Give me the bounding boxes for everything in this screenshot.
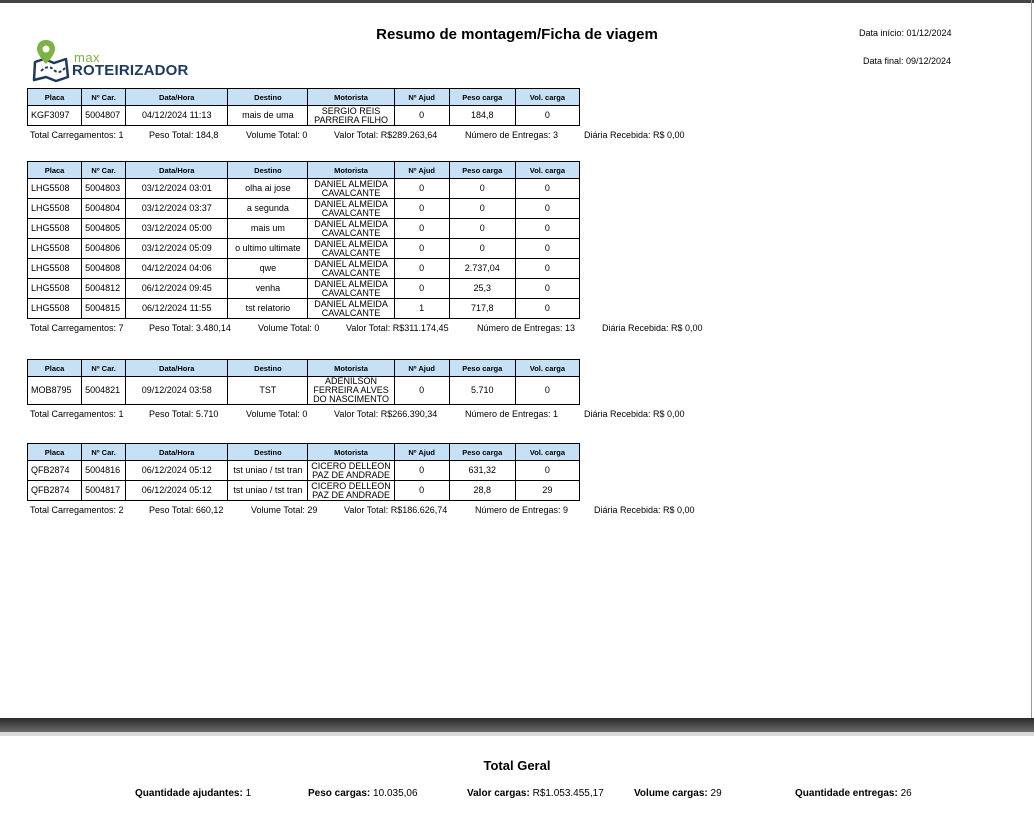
table-cell: mais um: [228, 219, 308, 239]
summary-entregas: Número de Entregas: 3: [465, 130, 559, 140]
table-header-row: [28, 89, 580, 106]
table-cell: LHG5508: [28, 259, 82, 279]
table-cell: olha ai jose: [228, 179, 308, 199]
table-cell: 0: [515, 279, 579, 299]
table-cell: qwe: [228, 259, 308, 279]
column-header: Peso carga: [449, 89, 515, 106]
summary-carregamentos: Total Carregamentos: 1: [30, 409, 124, 419]
table-cell: 2.737,04: [449, 259, 515, 279]
table-cell: LHG5508: [28, 279, 82, 299]
table-cell: LHG5508: [28, 239, 82, 259]
column-header: Placa: [28, 162, 82, 179]
column-header: Motorista: [308, 360, 394, 377]
column-header: Nº Ajud: [394, 360, 449, 377]
summary-carregamentos: Total Carregamentos: 7: [30, 323, 124, 333]
table-row: [28, 259, 580, 279]
table-cell: 0: [394, 377, 449, 405]
column-header: Vol. carga: [515, 89, 579, 106]
column-header: Data/Hora: [126, 360, 228, 377]
group-summary: [27, 505, 695, 519]
table-cell: 0: [394, 179, 449, 199]
total-ajudantes: Quantidade ajudantes: 1: [135, 788, 252, 799]
trip-table: [27, 88, 580, 126]
table-cell: KGF3097: [28, 106, 82, 126]
table-cell: 06/12/2024 11:55: [126, 299, 228, 319]
table-cell: DANIEL ALMEIDA CAVALCANTE: [308, 179, 394, 199]
table-cell: 5004815: [82, 299, 126, 319]
table-header-row: [28, 360, 580, 377]
total-valor: Valor cargas: R$1.053.455,17: [467, 788, 604, 799]
table-cell: CICERO DELLEON PAZ DE ANDRADE: [308, 481, 394, 501]
table-row: [28, 239, 580, 259]
table-header-row: [28, 444, 580, 461]
table-cell: 5004821: [82, 377, 126, 405]
table-cell: 25,3: [449, 279, 515, 299]
table-cell: CICERO DELLEON PAZ DE ANDRADE: [308, 461, 394, 481]
group-block-3: [27, 359, 685, 423]
trip-table: [27, 359, 580, 405]
map-pin-icon: [32, 38, 72, 82]
column-header: Nº Ajud: [394, 89, 449, 106]
logo-max-text: max: [74, 50, 101, 65]
table-cell: LHG5508: [28, 199, 82, 219]
table-cell: DANIEL ALMEIDA CAVALCANTE: [308, 219, 394, 239]
column-header: Data/Hora: [126, 162, 228, 179]
table-cell: DANIEL ALMEIDA CAVALCANTE: [308, 279, 394, 299]
table-row: [28, 179, 580, 199]
table-cell: 5004804: [82, 199, 126, 219]
column-header: Nº Car.: [82, 162, 126, 179]
column-header: Nº Ajud: [394, 162, 449, 179]
table-cell: 5004808: [82, 259, 126, 279]
table-cell: 0: [449, 219, 515, 239]
table-cell: SERGIO REIS PARREIRA FILHO: [308, 106, 394, 126]
column-header: Nº Car.: [82, 89, 126, 106]
trip-table: [27, 161, 580, 319]
table-header-row: [28, 162, 580, 179]
column-header: Destino: [228, 162, 308, 179]
table-cell: o ultimo ultimate: [228, 239, 308, 259]
table-row: [28, 106, 580, 126]
summary-peso: Peso Total: 184,8: [149, 130, 219, 140]
table-cell: 03/12/2024 03:01: [126, 179, 228, 199]
summary-carregamentos: Total Carregamentos: 2: [30, 505, 124, 515]
column-header: Motorista: [308, 89, 394, 106]
summary-valor: Valor Total: R$311.174,45: [346, 323, 449, 333]
summary-volume: Volume Total: 0: [258, 323, 320, 333]
total-volume: Volume cargas: 29: [634, 788, 722, 799]
summary-peso: Peso Total: 5.710: [149, 409, 219, 419]
table-cell: DANIEL ALMEIDA CAVALCANTE: [308, 199, 394, 219]
table-cell: 06/12/2024 09:45: [126, 279, 228, 299]
column-header: Motorista: [308, 444, 394, 461]
column-header: Destino: [228, 89, 308, 106]
table-cell: QFB2874: [28, 481, 82, 501]
summary-diaria: Diária Recebida: R$ 0,00: [594, 505, 695, 515]
table-cell: 0: [394, 106, 449, 126]
column-header: Peso carga: [449, 162, 515, 179]
table-cell: 0: [394, 219, 449, 239]
column-header: Data/Hora: [126, 89, 228, 106]
table-cell: 717,8: [449, 299, 515, 319]
group-block-1: [27, 88, 685, 144]
column-header: Nº Ajud: [394, 444, 449, 461]
table-cell: 5004816: [82, 461, 126, 481]
summary-entregas: Número de Entregas: 9: [475, 505, 569, 515]
summary-peso: Peso Total: 3.480,14: [149, 323, 231, 333]
table-cell: 0: [394, 481, 449, 501]
summary-diaria: Diária Recebida: R$ 0,00: [584, 409, 685, 419]
summary-entregas: Número de Entregas: 13: [477, 323, 576, 333]
table-cell: venha: [228, 279, 308, 299]
table-cell: LHG5508: [28, 219, 82, 239]
table-cell: tst uniao / tst tran: [228, 461, 308, 481]
group-summary: [27, 130, 685, 144]
end-date: Data final: 09/12/2024: [863, 56, 952, 66]
table-cell: MOB8795: [28, 377, 82, 405]
column-header: Nº Car.: [82, 360, 126, 377]
table-cell: 06/12/2024 05:12: [126, 461, 228, 481]
table-cell: 04/12/2024 04:06: [126, 259, 228, 279]
total-geral-title: Total Geral: [483, 758, 551, 773]
table-cell: DANIEL ALMEIDA CAVALCANTE: [308, 299, 394, 319]
summary-valor: Valor Total: R$266.390,34: [334, 409, 438, 419]
column-header: Vol. carga: [515, 360, 579, 377]
table-cell: 0: [515, 377, 579, 405]
logo: [32, 38, 192, 82]
table-cell: 09/12/2024 03:58: [126, 377, 228, 405]
column-header: Destino: [228, 360, 308, 377]
summary-peso: Peso Total: 660,12: [149, 505, 224, 515]
table-cell: 0: [515, 179, 579, 199]
summary-diaria: Diária Recebida: R$ 0,00: [584, 130, 685, 140]
table-row: [28, 299, 580, 319]
column-header: Peso carga: [449, 360, 515, 377]
table-cell: QFB2874: [28, 461, 82, 481]
total-peso: Peso cargas: 10.035,06: [308, 788, 418, 799]
summary-volume: Volume Total: 0: [246, 130, 308, 140]
table-cell: 29: [515, 481, 579, 501]
footer-divider: [0, 732, 1034, 736]
table-cell: 0: [394, 199, 449, 219]
table-cell: 0: [515, 106, 579, 126]
column-header: Placa: [28, 89, 82, 106]
table-cell: TST: [228, 377, 308, 405]
right-border: [1031, 0, 1032, 720]
table-cell: 06/12/2024 05:12: [126, 481, 228, 501]
table-cell: 0: [515, 199, 579, 219]
page-title: Resumo de montagem/Ficha de viagem: [376, 26, 658, 43]
top-border: [0, 0, 1034, 3]
table-cell: 0: [394, 239, 449, 259]
table-cell: 03/12/2024 05:00: [126, 219, 228, 239]
table-cell: 28,8: [449, 481, 515, 501]
column-header: Vol. carga: [515, 444, 579, 461]
table-cell: 184,8: [449, 106, 515, 126]
summary-carregamentos: Total Carregamentos: 1: [30, 130, 124, 140]
column-header: Vol. carga: [515, 162, 579, 179]
table-cell: LHG5508: [28, 299, 82, 319]
table-cell: 0: [449, 199, 515, 219]
trip-table: [27, 443, 580, 501]
table-cell: ADENILSON FERREIRA ALVES DO NASCIMENTO: [308, 377, 394, 405]
table-cell: 0: [515, 219, 579, 239]
table-cell: 0: [515, 239, 579, 259]
footer-band: [0, 718, 1034, 732]
table-cell: 5004806: [82, 239, 126, 259]
table-cell: 5004807: [82, 106, 126, 126]
table-cell: tst relatorio: [228, 299, 308, 319]
table-cell: 1: [394, 299, 449, 319]
table-row: [28, 377, 580, 405]
column-header: Placa: [28, 444, 82, 461]
summary-valor: Valor Total: R$289.263,64: [334, 130, 438, 140]
table-cell: 0: [394, 461, 449, 481]
column-header: Motorista: [308, 162, 394, 179]
summary-diaria: Diária Recebida: R$ 0,00: [602, 323, 703, 333]
table-cell: DANIEL ALMEIDA CAVALCANTE: [308, 239, 394, 259]
table-row: [28, 481, 580, 501]
table-cell: 03/12/2024 03:37: [126, 199, 228, 219]
table-row: [28, 199, 580, 219]
table-cell: 04/12/2024 11:13: [126, 106, 228, 126]
summary-entregas: Número de Entregas: 1: [465, 409, 559, 419]
table-cell: 5004817: [82, 481, 126, 501]
table-cell: tst uniao / tst tran: [228, 481, 308, 501]
column-header: Placa: [28, 360, 82, 377]
start-date: Data início: 01/12/2024: [859, 28, 952, 38]
table-cell: 0: [515, 259, 579, 279]
summary-valor: Valor Total: R$186.626,74: [344, 505, 448, 515]
group-block-4: [27, 443, 695, 519]
table-cell: 0: [394, 259, 449, 279]
table-cell: 5004803: [82, 179, 126, 199]
table-cell: LHG5508: [28, 179, 82, 199]
total-entregas: Quantidade entregas: 26: [795, 788, 912, 799]
table-cell: 03/12/2024 05:09: [126, 239, 228, 259]
table-cell: 0: [515, 461, 579, 481]
summary-volume: Volume Total: 29: [251, 505, 318, 515]
group-block-2: [27, 161, 703, 337]
table-row: [28, 461, 580, 481]
column-header: Peso carga: [449, 444, 515, 461]
column-header: Data/Hora: [126, 444, 228, 461]
table-cell: 5.710: [449, 377, 515, 405]
table-row: [28, 219, 580, 239]
column-header: Nº Car.: [82, 444, 126, 461]
table-cell: a segunda: [228, 199, 308, 219]
column-header: Destino: [228, 444, 308, 461]
group-summary: [27, 409, 685, 423]
table-cell: 5004805: [82, 219, 126, 239]
table-cell: 0: [449, 179, 515, 199]
table-cell: 631,32: [449, 461, 515, 481]
table-cell: DANIEL ALMEIDA CAVALCANTE: [308, 259, 394, 279]
table-cell: 0: [515, 299, 579, 319]
table-cell: 0: [394, 279, 449, 299]
group-summary: [27, 323, 703, 337]
table-cell: 0: [449, 239, 515, 259]
logo-name-text: ROTEIRIZADOR: [72, 62, 189, 79]
table-cell: mais de uma: [228, 106, 308, 126]
summary-volume: Volume Total: 0: [246, 409, 308, 419]
table-row: [28, 279, 580, 299]
table-cell: 5004812: [82, 279, 126, 299]
